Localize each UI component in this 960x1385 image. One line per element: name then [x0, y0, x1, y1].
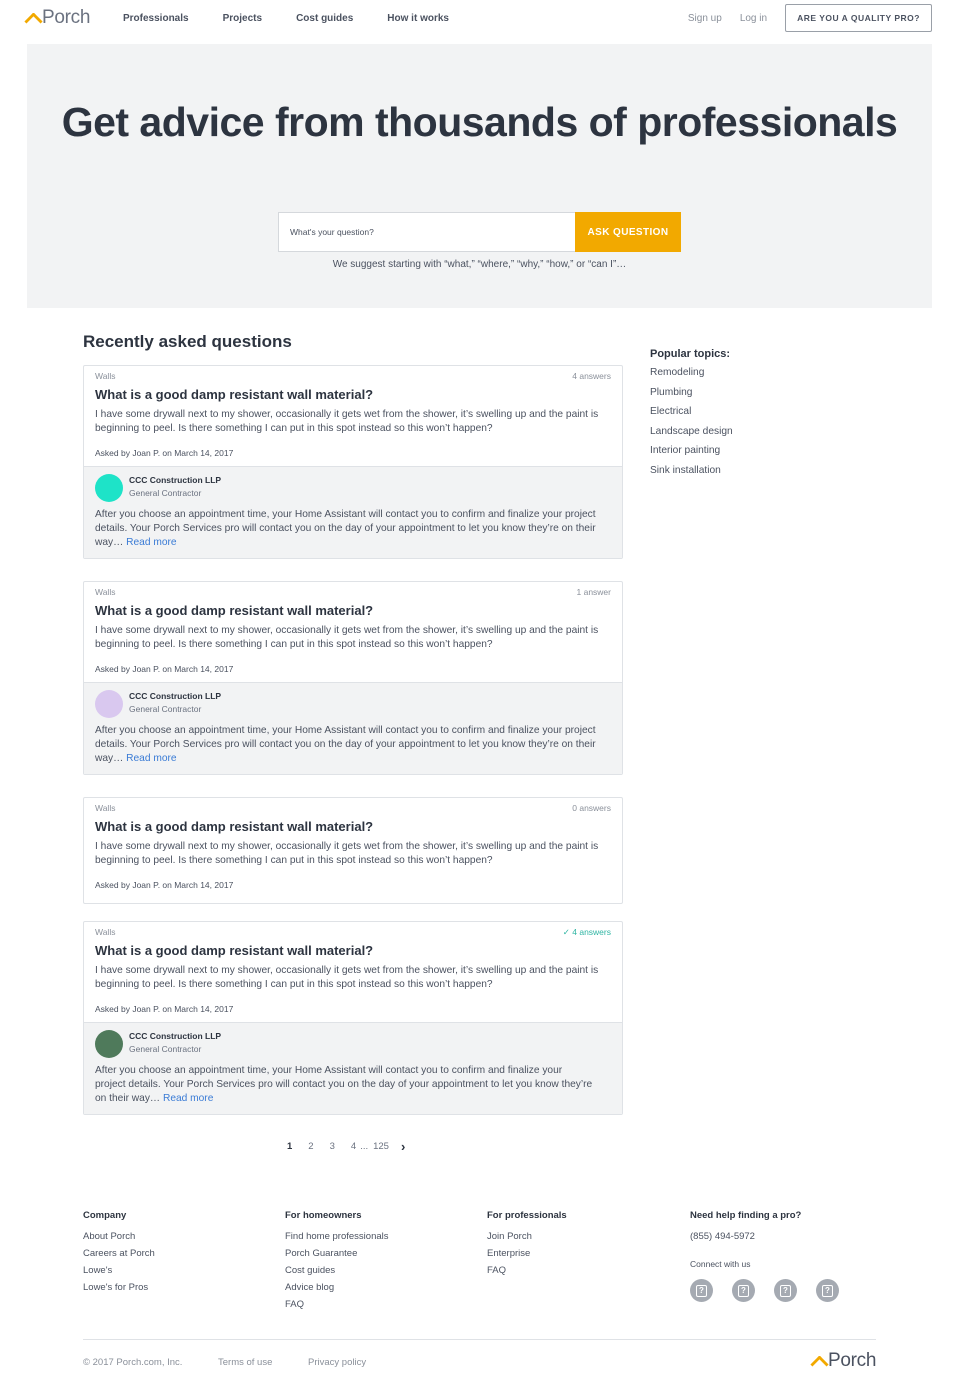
- nav-how-it-works[interactable]: How it works: [387, 13, 449, 24]
- question-title[interactable]: What is a good damp resistant wall material?: [95, 819, 374, 834]
- social-links: [690, 1279, 858, 1302]
- question-body: I have some drywall next to my shower, occasionally it gets wet from the shower, it’s swelling up and the paint is beginning to peel. Is there something I can put in this spot instead so this won’t happen?: [95, 625, 599, 650]
- nav-professionals[interactable]: Professionals: [123, 13, 189, 24]
- logo-wordmark: Porch: [828, 1350, 877, 1371]
- placeholder-icon: ?: [696, 1285, 707, 1297]
- footer-link[interactable]: Lowe's: [83, 1265, 113, 1276]
- footer-link[interactable]: Lowe's for Pros: [83, 1282, 149, 1293]
- question-card[interactable]: [83, 581, 623, 775]
- nav-account: [688, 4, 932, 32]
- footer-heading: Need help finding a pro?: [690, 1210, 802, 1221]
- nav-links: [123, 13, 483, 24]
- quality-pro-button[interactable]: ARE YOU A QUALITY PRO?: [785, 4, 932, 32]
- pro-role: General Contractor: [129, 488, 202, 498]
- asked-by: Asked by Joan P. on March 14, 2017: [95, 448, 234, 458]
- footer-link[interactable]: Cost guides: [285, 1265, 336, 1276]
- answer-body: After you choose an appointment time, your Home Assistant will contact you to confirm and finalize your project details. Your Porch Services pro will contact you on the day of your appointment to let you know they’re on their way…: [95, 509, 596, 548]
- social-icon[interactable]: [816, 1279, 839, 1302]
- popular-topics: [650, 348, 733, 485]
- chevron-right-icon[interactable]: ›: [400, 1139, 406, 1154]
- question-category[interactable]: Walls: [95, 587, 116, 597]
- question-title[interactable]: What is a good damp resistant wall material?: [95, 387, 374, 402]
- question-header: [84, 922, 622, 1022]
- footer-link[interactable]: FAQ: [285, 1299, 305, 1310]
- logo-wordmark: Porch: [42, 7, 91, 28]
- question-body: I have some drywall next to my shower, occasionally it gets wet from the shower, it’s swelling up and the paint is beginning to peel. Is there something I can put in this spot instead so this won’t happen?: [95, 409, 599, 434]
- hero-title: Get advice from thousands of professionals: [61, 99, 898, 145]
- question-card[interactable]: [83, 921, 623, 1115]
- question-body: I have some drywall next to my shower, occasionally it gets wet from the shower, it’s swelling up and the paint is beginning to peel. Is there something I can put in this spot instead so this won’t happen?: [95, 965, 599, 990]
- question-header: [84, 366, 622, 466]
- page-1[interactable]: 1: [287, 1141, 293, 1152]
- hero-banner: [27, 44, 932, 308]
- read-more-link[interactable]: Read more: [126, 537, 177, 548]
- question-input[interactable]: [278, 212, 575, 252]
- ask-question-button[interactable]: ASK QUESTION: [575, 212, 681, 252]
- page-ellipsis: ...: [360, 1141, 369, 1152]
- answer-count: [563, 927, 611, 938]
- question-category[interactable]: Walls: [95, 927, 116, 937]
- question-search: [278, 212, 681, 252]
- phone-number[interactable]: (855) 494-5972: [690, 1231, 755, 1242]
- placeholder-icon: ?: [822, 1285, 833, 1297]
- footer-link[interactable]: Enterprise: [487, 1248, 531, 1259]
- answer-count: 0 answers: [572, 803, 611, 813]
- footer-link[interactable]: FAQ: [487, 1265, 507, 1276]
- footer-company: [83, 1210, 155, 1299]
- footer-link[interactable]: Advice blog: [285, 1282, 335, 1293]
- search-suggestion: We suggest starting with “what,” “where,” “why,” “how,” or “can I”…: [332, 259, 627, 270]
- porch-roof-icon: [26, 13, 40, 23]
- topic-link[interactable]: Remodeling: [650, 367, 705, 378]
- nav-projects[interactable]: Projects: [222, 13, 263, 24]
- avatar[interactable]: [95, 474, 123, 502]
- question-card[interactable]: [83, 797, 623, 904]
- pro-role: General Contractor: [129, 704, 202, 714]
- question-body: I have some drywall next to my shower, occasionally it gets wet from the shower, it’s swelling up and the paint is beginning to peel. Is there something I can put in this spot instead so this won’t happen?: [95, 841, 599, 866]
- top-nav: [0, 0, 960, 38]
- footer-link[interactable]: Porch Guarantee: [285, 1248, 358, 1259]
- footer-link[interactable]: Careers at Porch: [83, 1248, 155, 1259]
- question-category[interactable]: Walls: [95, 371, 116, 381]
- social-icon[interactable]: [732, 1279, 755, 1302]
- pro-role: General Contractor: [129, 1044, 202, 1054]
- question-header: [84, 582, 622, 682]
- topic-link[interactable]: Electrical: [650, 406, 692, 418]
- answer-count: 4 answers: [572, 371, 611, 381]
- pro-name[interactable]: CCC Construction LLP: [129, 1031, 222, 1041]
- footer-link[interactable]: Find home professionals: [285, 1231, 389, 1242]
- popular-topics-title: Popular topics:: [650, 348, 731, 360]
- footer-heading: For professionals: [487, 1210, 567, 1221]
- footer-help: [690, 1210, 858, 1302]
- pagination: [287, 1139, 421, 1154]
- avatar[interactable]: [95, 690, 123, 718]
- sign-up-link[interactable]: Sign up: [687, 12, 722, 24]
- answer-preview: [84, 466, 622, 558]
- footer-homeowners: [285, 1210, 389, 1316]
- nav-cost-guides[interactable]: Cost guides: [296, 13, 354, 24]
- pro-name[interactable]: CCC Construction LLP: [129, 691, 222, 701]
- answer-body: After you choose an appointment time, your Home Assistant will contact you to confirm and finalize your project details. Your Porch Services pro will contact you on the day of your appointment to let you know they’re on their way…: [95, 725, 596, 764]
- topic-link[interactable]: Landscape design: [650, 425, 733, 437]
- copyright: © 2017 Porch.com, Inc.: [83, 1357, 183, 1368]
- placeholder-icon: ?: [738, 1285, 749, 1297]
- answer-text: [95, 1064, 595, 1106]
- asked-by: Asked by Joan P. on March 14, 2017: [95, 664, 234, 674]
- terms-link[interactable]: Terms of use: [218, 1357, 273, 1368]
- pro-name[interactable]: CCC Construction LLP: [129, 475, 222, 485]
- question-header: [84, 798, 622, 903]
- privacy-link[interactable]: Privacy policy: [308, 1357, 367, 1368]
- read-more-link[interactable]: Read more: [126, 753, 177, 764]
- topic-link[interactable]: Sink installation: [650, 464, 721, 476]
- answer-preview: [84, 1022, 622, 1114]
- page-4[interactable]: 4: [350, 1141, 357, 1152]
- connect-label: Connect with us: [690, 1259, 751, 1269]
- footer-professionals: [487, 1210, 567, 1282]
- answer-text: [95, 508, 617, 550]
- avatar[interactable]: [95, 1030, 123, 1058]
- asked-by: Asked by Joan P. on March 14, 2017: [95, 1004, 234, 1014]
- page-last[interactable]: 125: [373, 1141, 389, 1152]
- log-in-link[interactable]: Log in: [739, 12, 768, 24]
- footer-divider: [83, 1339, 876, 1340]
- check-icon: ✓: [562, 927, 573, 937]
- footer-heading: Company: [83, 1210, 127, 1221]
- topic-link[interactable]: Interior painting: [650, 445, 721, 457]
- question-card[interactable]: [83, 365, 623, 559]
- placeholder-icon: ?: [780, 1285, 791, 1297]
- asked-by: Asked by Joan P. on March 14, 2017: [95, 880, 234, 890]
- social-icon[interactable]: [690, 1279, 713, 1302]
- read-more-link[interactable]: Read more: [162, 1093, 214, 1104]
- footer-logo[interactable]: [812, 1350, 876, 1372]
- answer-count-label: 4 answers: [572, 927, 611, 937]
- question-title[interactable]: What is a good damp resistant wall material?: [95, 943, 374, 958]
- page-3[interactable]: 3: [329, 1141, 335, 1152]
- porch-logo[interactable]: [26, 7, 90, 29]
- question-title[interactable]: What is a good damp resistant wall material?: [95, 603, 374, 618]
- section-title: Recently asked questions: [83, 332, 292, 351]
- footer-heading: For homeowners: [285, 1210, 362, 1221]
- footer-link[interactable]: About Porch: [83, 1231, 136, 1242]
- page-2[interactable]: 2: [308, 1141, 314, 1152]
- topic-link[interactable]: Plumbing: [650, 386, 693, 398]
- social-icon[interactable]: [774, 1279, 797, 1302]
- footer-link[interactable]: Join Porch: [487, 1231, 532, 1242]
- answer-body: After you choose an appointment time, your Home Assistant will contact you to confirm and finalize your project details. Your Porch Services pro will contact you on the day of your appointment to let you know they’re on their way…: [95, 1065, 593, 1104]
- question-category[interactable]: Walls: [95, 803, 116, 813]
- answer-count: 1 answer: [576, 587, 611, 597]
- porch-roof-icon: [812, 1356, 826, 1366]
- answer-preview: [84, 682, 622, 774]
- answer-text: [95, 724, 617, 766]
